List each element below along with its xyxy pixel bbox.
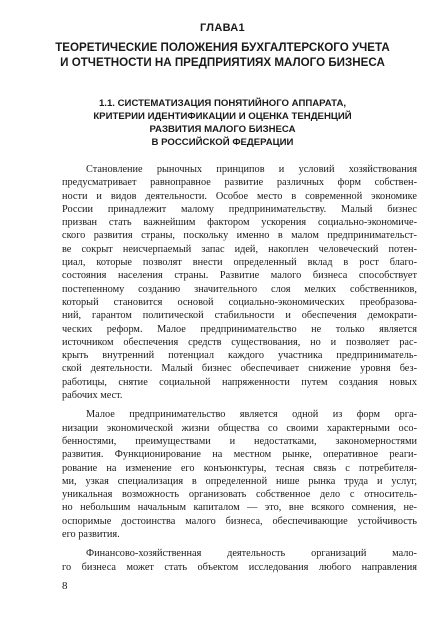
paragraph-line: уникальная возможность организовать собственное дело с относитель- xyxy=(62,489,417,501)
paragraph-line: призван стать важнейшим фактором ускорения социально-экономиче- xyxy=(62,217,417,229)
paragraph-line: крыть внутренний потенциал каждого участника предприниматель- xyxy=(62,350,417,362)
paragraph-line: ности и видов деятельности. Особое место в современной экономике xyxy=(62,190,417,202)
paragraph-line: ческих реформ. Малое предпринимательство не только является xyxy=(62,323,417,335)
chapter-title-line: И ОТЧЕТНОСТИ НА ПРЕДПРИЯТИЯХ МАЛОГО БИЗНЕСА xyxy=(60,56,385,69)
paragraph-line: рование на изменение его конъюнктуры, тесная связь с потребителя- xyxy=(62,462,417,474)
page-number: 8 xyxy=(62,580,68,592)
paragraph-line: который становится основой социально-экономических преобразова- xyxy=(62,296,417,308)
paragraph-line: ний, гарантом политической стабильности и обеспечения демократи- xyxy=(62,310,417,322)
section-title-line: РАЗВИТИЯ МАЛОГО БИЗНЕСА xyxy=(149,124,296,135)
paragraph-line: Финансово-хозяйственная деятельность организаций мало- xyxy=(86,548,417,560)
paragraph-line: России принадлежит малому предпринимательству. Малый бизнес xyxy=(62,203,417,215)
paragraph-line: ми, узкая специализация в определенной нише рынка труда и услуг, xyxy=(62,475,417,487)
section-title-line: КРИТЕРИИ ИДЕНТИФИКАЦИИ И ОЦЕНКА ТЕНДЕНЦИЙ xyxy=(93,111,352,122)
paragraph-line: ского развития страны, поскольку именно в малом предпринимательст- xyxy=(62,230,417,242)
paragraph-line: его развития. xyxy=(62,529,120,541)
paragraph-line: циал, которые позволят внести определенный вклад в рост благо- xyxy=(62,257,417,269)
paragraph-line: ве сокрыт неисчерпаемый запас идей, накоплен человеческий потен- xyxy=(62,243,417,255)
paragraph-line: источником обеспечения средств существования, но и позволяет рас- xyxy=(62,336,417,348)
paragraph-line: развития. Функционирование на местном рынке, оперативное реаги- xyxy=(62,449,417,461)
chapter-label: ГЛАВА1 xyxy=(200,22,245,34)
paragraph-line: состояния населения страны. Развитие малого бизнеса способствует xyxy=(62,270,417,282)
paragraph-line: бенностями, преимуществами и недостатками, закономерностями xyxy=(62,435,417,447)
paragraph-line: предусматривает равноправное развитие различных форм собствен- xyxy=(62,177,417,189)
paragraph-line: оспоримые достоинства малого бизнеса, обеспечивающие устойчивость xyxy=(62,515,417,527)
section-title-line: В РОССИЙСКОЙ ФЕДЕРАЦИИ xyxy=(151,137,294,148)
chapter-title xyxy=(40,40,405,70)
paragraph-line: но небольшим начальным капиталом — это, вне всякого сомнения, не- xyxy=(62,502,417,514)
chapter-title-line: ТЕОРЕТИЧЕСКИЕ ПОЛОЖЕНИЯ БУХГАЛТЕРСКОГО УЧЕТА xyxy=(55,41,390,54)
paragraph-line: постепенному созданию значительного слоя мелких собственников, xyxy=(62,283,417,295)
paragraph-line: рабочих мест. xyxy=(62,390,123,402)
paragraph-line: Становление рыночных принципов и условий хозяйствования xyxy=(86,164,417,175)
paragraph-line: го бизнеса может стать объектом исследования любого направления xyxy=(62,561,417,573)
section-title-line: 1.1. СИСТЕМАТИЗАЦИЯ ПОНЯТИЙНОГО АППАРАТА, xyxy=(98,98,347,109)
paragraph-line: работицы, снятие социальной напряженности путем создания новых xyxy=(62,376,417,388)
section-title xyxy=(60,97,385,149)
body-text xyxy=(62,163,417,574)
paragraph-line: ской деятельности. Малый бизнес обеспечивает снижение уровня без- xyxy=(62,363,417,375)
paragraph-line: Малое предпринимательство является одной из форм орга- xyxy=(86,409,417,421)
paragraph-line: низации экономической жизни общества со своими характерными осо- xyxy=(62,422,417,434)
